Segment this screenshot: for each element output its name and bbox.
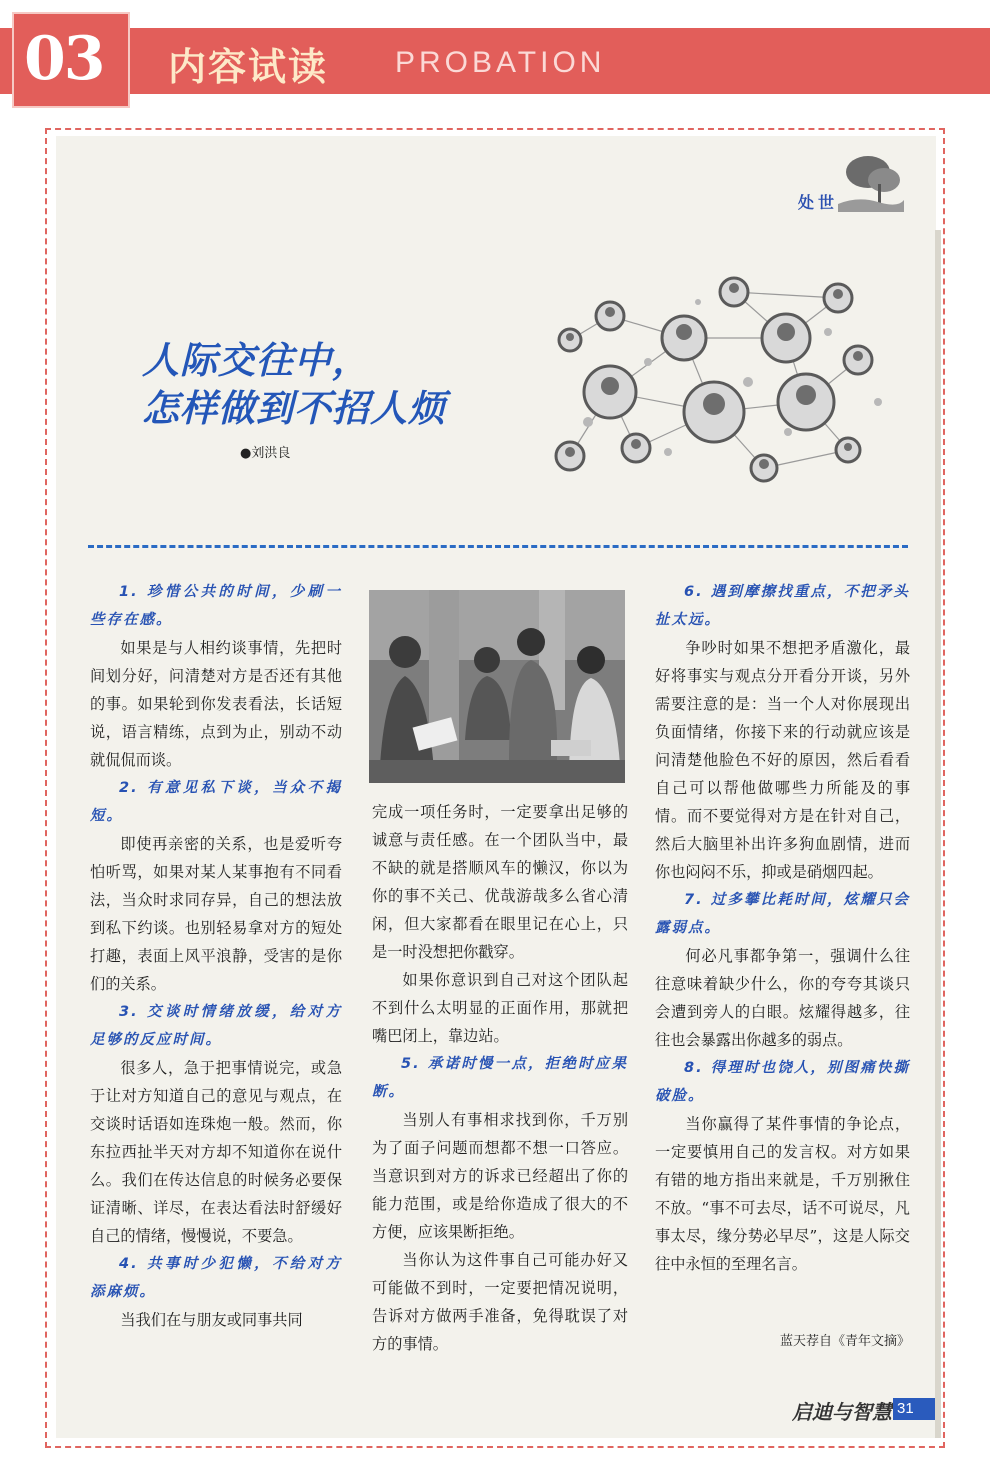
header-title: 内容试读 xyxy=(168,45,329,89)
paragraph: 即使再亲密的关系，也是爱听夸怕听骂，如果对某人某事抱有不同看法，当众时求同存异，自己的想法放到私下约谈。也别轻易拿对方的短处打趣，表面上风平浪静，受害的是你们的关系。 xyxy=(90,835,342,993)
subheading: 3. 交谈时情绪放缓，给对方足够的反应时间。 xyxy=(90,1004,342,1048)
byline: ●刘洪良 xyxy=(240,446,291,461)
article-title-line1: 人际交往中， xyxy=(142,339,370,382)
paragraph: 何必凡事都争第一，强调什么往往意味着缺少什么，你的夸夸其谈只会遭到旁人的白眼。炫耀得越多，往往也会暴露出你越多的弱点。 xyxy=(655,947,910,1049)
section-tag: 处世 xyxy=(798,193,839,212)
section-number: 03 xyxy=(24,24,104,94)
subheading: 4. 共事时少犯懒，不给对方添麻烦。 xyxy=(90,1256,342,1300)
subheading: 8. 得理时也饶人，别图痛快撕破脸。 xyxy=(655,1060,910,1104)
paragraph: 完成一项任务时，一定要拿出足够的诚意与责任感。在一个团队当中，最不缺的就是搭顺风车的懒汉，你以为你的事不关己、优哉游哉多么省心清闲，但大家都看在眼里记在心上，只是一时没想把你戳穿。 xyxy=(372,803,628,961)
section-number-box xyxy=(12,12,130,108)
paragraph: 当我们在与朋友或同事共同 xyxy=(120,1311,303,1329)
paragraph: 争吵时如果不想把矛盾激化，最好将事实与观点分开看分开谈，另外需要注意的是：当一个人对你展现出负面情绪，你接下来的行动就应该是问清楚他脸色不好的原因，然后看看自己可以帮他做哪些力所能及的事情。而不要觉得对方是在针对自己，然后大脑里补出许多狗血剧情，进而你也闷闷不乐，抑或是硝烟四起。 xyxy=(655,639,910,881)
subheading: 6. 遇到摩擦找重点，不把矛头扯太远。 xyxy=(655,584,910,628)
article-title-line2: 怎样做到不招人烦 xyxy=(142,387,446,430)
header-subtitle: PROBATION xyxy=(395,46,606,79)
social-network-illustration xyxy=(548,272,908,502)
subheading: 2. 有意见私下谈，当众不揭短。 xyxy=(90,780,342,824)
paragraph: 当你认为这件事自己可能办好又可能做不到时，一定要把情况说明，告诉对方做两手准备，免得耽误了对方的事情。 xyxy=(372,1251,628,1353)
subheading: 5. 承诺时慢一点，拒绝时应果断。 xyxy=(372,1056,628,1100)
paragraph: 如果你意识到自己对这个团队起不到什么太明显的正面作用，那就把嘴巴闭上，靠边站。 xyxy=(372,971,628,1045)
paragraph: 当你赢得了某件事情的争论点，一定要慎用自己的发言权。对方如果有错的地方指出来就是，千万别揪住不放。“事不可去尽，话不可说尽，凡事太尽，缘分势必早尽”，这是人际交往中永恒的至理名言。 xyxy=(655,1115,910,1273)
landscape-decoration-icon xyxy=(838,150,904,212)
subheading: 7. 过多攀比耗时间，炫耀只会露弱点。 xyxy=(655,892,910,936)
magazine-logo: 启迪与智慧 xyxy=(792,1400,892,1424)
source-credit: 蓝天荐自《青年文摘》 xyxy=(780,1334,911,1349)
paragraph: 很多人，急于把事情说完，或急于让对方知道自己的意见与观点，在交谈时话语如连珠炮一般。然而，你东拉西扯半天对方却不知道你在说什么。我们在传达信息的时候务必要保证清晰、详尽，在表达看法时舒缓好自己的情绪，慢慢说，不要急。 xyxy=(90,1059,342,1245)
paragraph: 如果是与人相约谈事情，先把时间划分好，问清楚对方是否还有其他的事。如果轮到你发表看法，长话短说，语言精练，点到为止，别动不动就侃侃而谈。 xyxy=(90,639,342,769)
dashed-divider xyxy=(88,545,908,548)
column-1 xyxy=(90,578,342,1334)
column-3 xyxy=(655,578,910,1278)
page-edge xyxy=(935,230,941,1438)
subheading: 1. 珍惜公共的时间，少刷一些存在感。 xyxy=(90,584,342,628)
paragraph: 当别人有事相求找到你，千万别为了面子问题而想都不想一口答应。当意识到对方的诉求已经超出了你的能力范围，或是给你造成了很大的不方便，应该果断拒绝。 xyxy=(372,1111,628,1241)
team-meeting-photo xyxy=(369,590,625,783)
page-number: 31 xyxy=(893,1398,935,1420)
column-2 xyxy=(372,798,628,1358)
